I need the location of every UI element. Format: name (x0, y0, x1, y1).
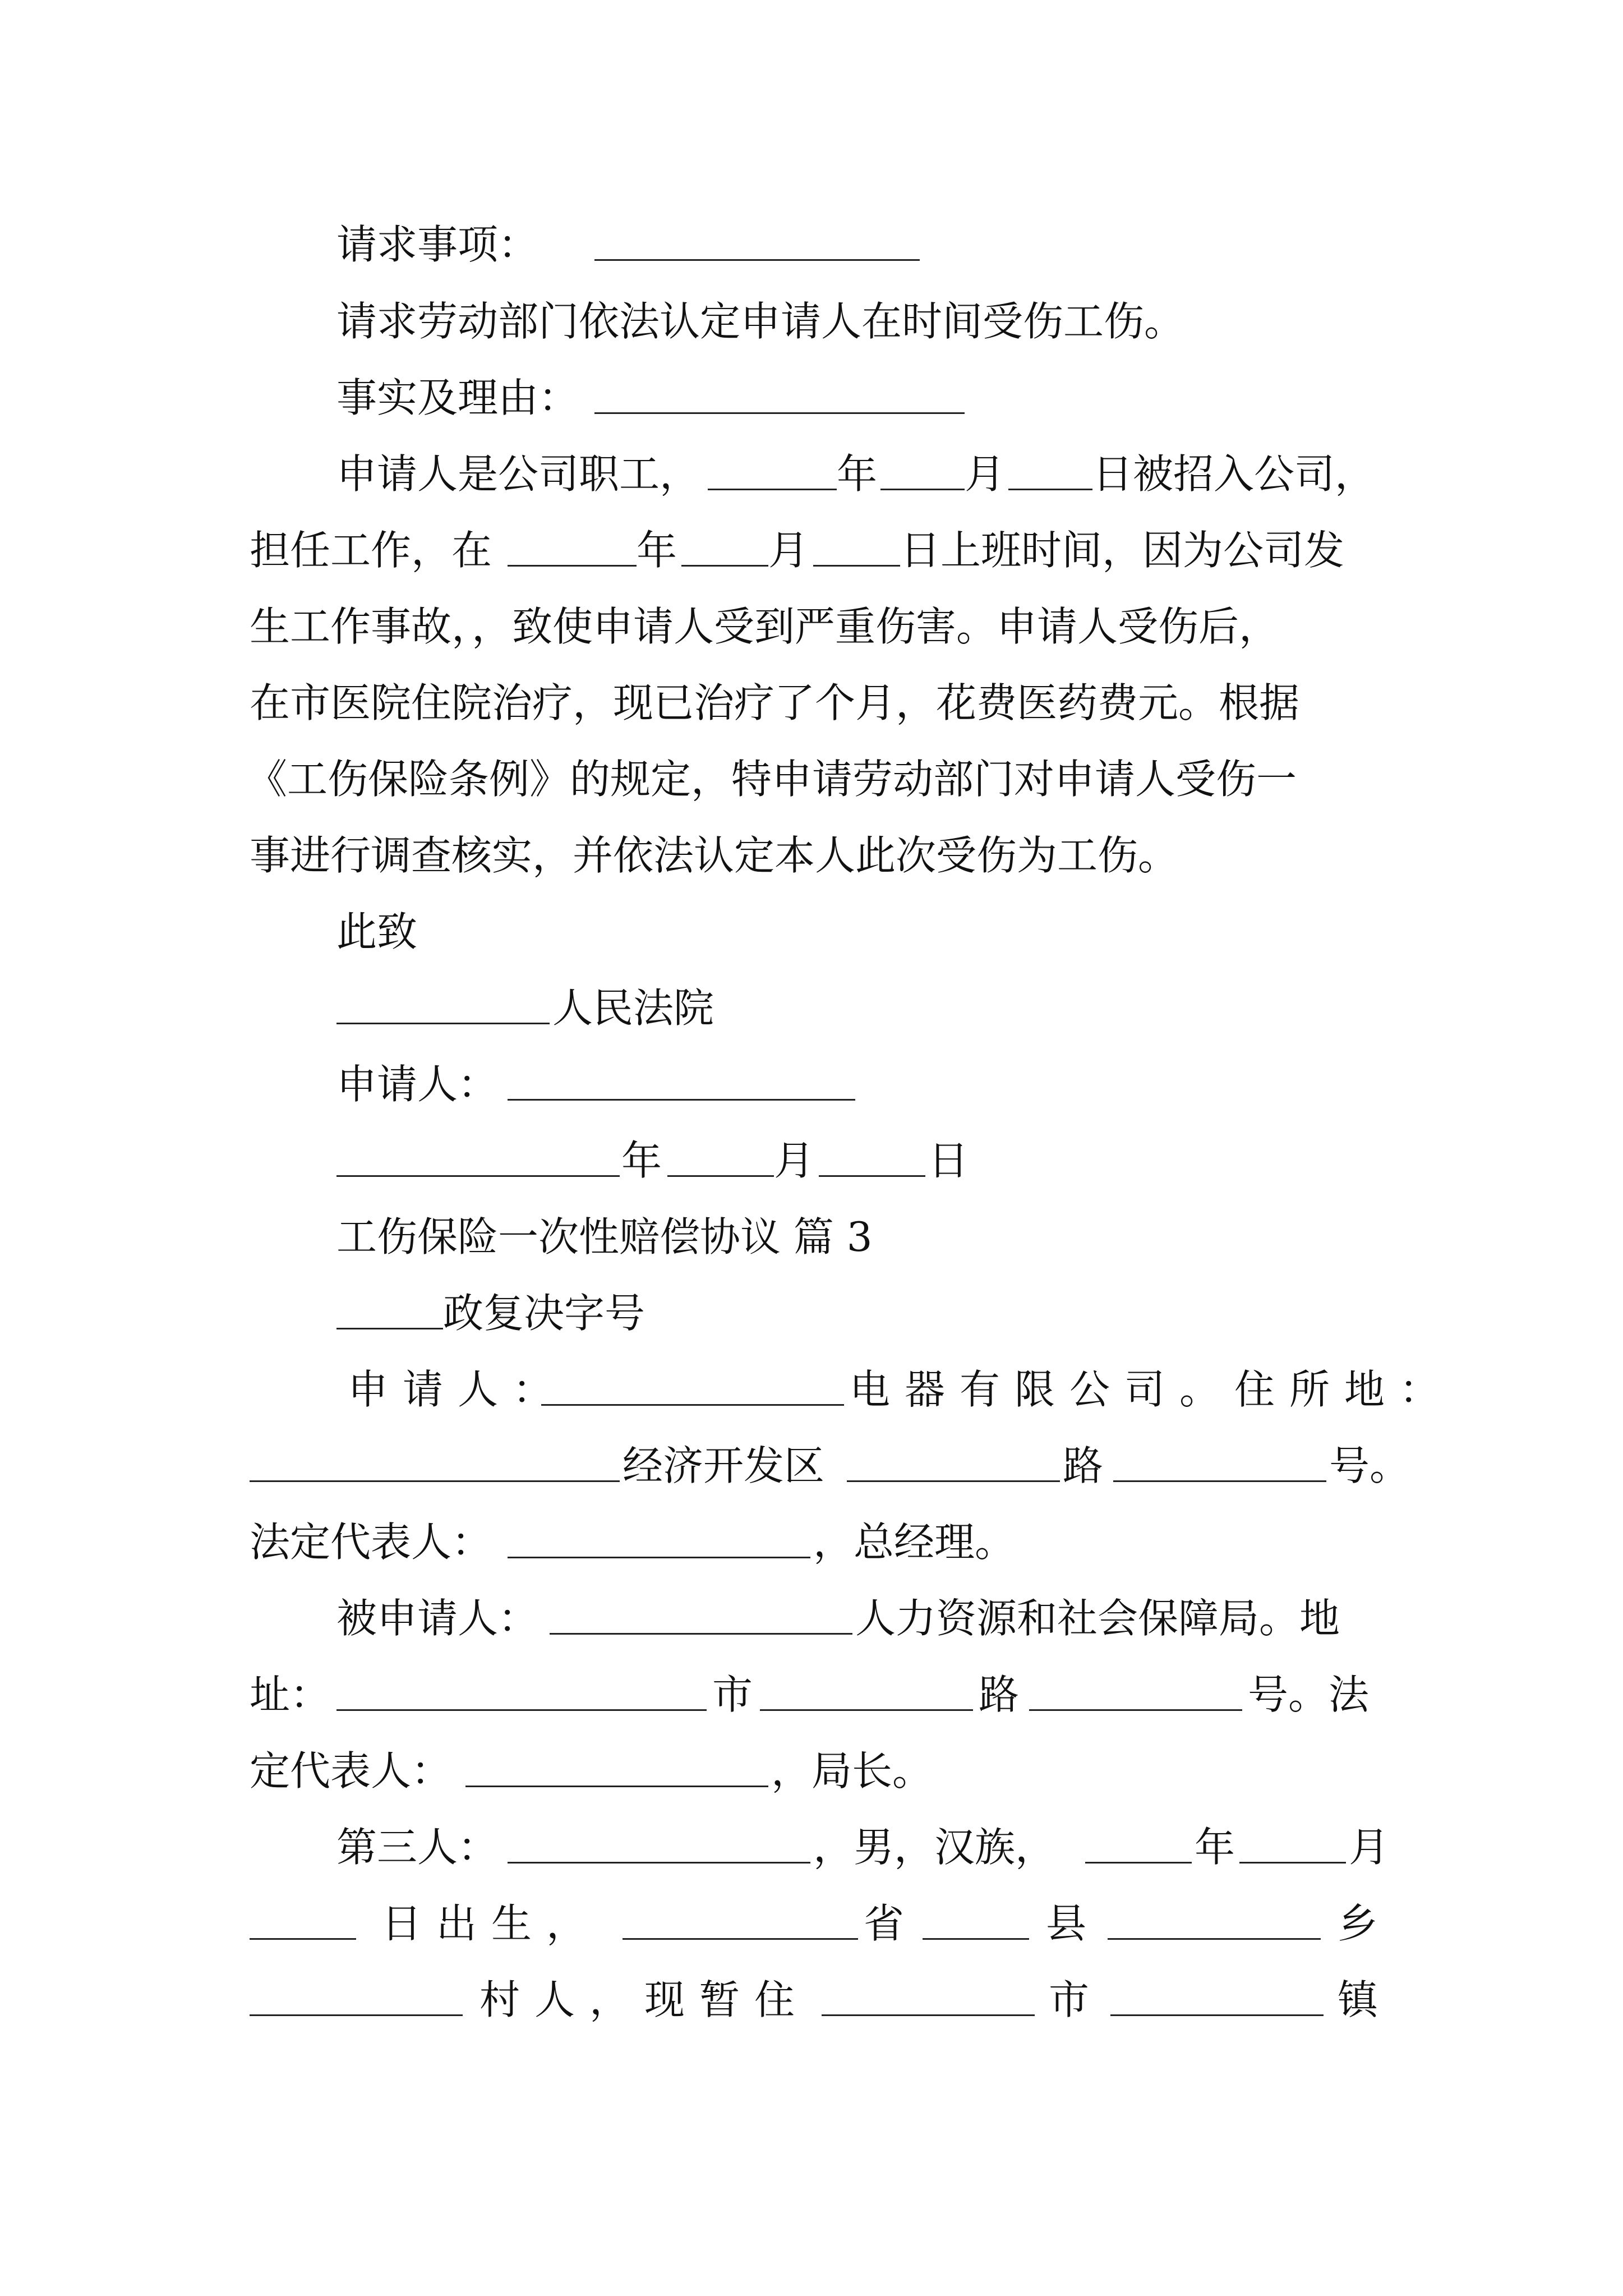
text-segment: 事实及理由： (336, 374, 579, 421)
text-segment: 申请人： (348, 1366, 568, 1413)
text-segment: 生工作事故，，致使申请人受到严重伤害。申请人受伤后， (250, 603, 1280, 650)
fill-in-blank[interactable] (1239, 1816, 1346, 1878)
fill-in-blank[interactable] (250, 1893, 356, 1954)
doc-line (0, 1511, 1623, 1573)
fill-in-blank[interactable] (594, 367, 965, 429)
doc-line-request-items (0, 214, 1623, 275)
fill-in-blank[interactable] (1108, 1893, 1321, 1954)
doc-line-facts-reasons (0, 367, 1623, 429)
fill-in-blank[interactable] (508, 1816, 810, 1878)
text-segment: 被申请人： (336, 1595, 539, 1642)
text-segment: 请求事项： (336, 221, 539, 268)
text-segment: 《工伤保险条例》的规定，特申请劳动部门对申请人受伤一 (247, 756, 1297, 803)
text-segment: 日 (928, 1137, 969, 1184)
text-segment: 此致 (336, 908, 418, 955)
text-segment: 号。 (1329, 1442, 1410, 1489)
fill-in-blank[interactable] (508, 1511, 810, 1573)
text-segment: 乡 (1338, 1900, 1378, 1947)
fill-in-blank[interactable] (594, 214, 920, 275)
fill-in-blank[interactable] (1008, 443, 1092, 505)
fill-in-blank[interactable] (923, 1893, 1029, 1954)
text-segment: 经济开发区 (623, 1442, 825, 1489)
doc-line (0, 1664, 1623, 1726)
text-segment: ，男，汉族， (813, 1824, 1056, 1871)
text-segment: ，总经理。 (813, 1519, 1016, 1566)
text-segment: 人力资源和社会保障局。地 (855, 1595, 1340, 1642)
doc-line (0, 748, 1623, 810)
fill-in-blank[interactable] (508, 1053, 855, 1115)
fill-in-blank[interactable] (623, 1893, 858, 1954)
fill-in-blank[interactable] (336, 1282, 443, 1344)
doc-line (0, 443, 1623, 505)
text-segment: 定代表人： (250, 1747, 452, 1795)
text-segment: 申请人： (336, 1061, 499, 1108)
text-segment: 路 (1063, 1442, 1104, 1489)
doc-line (0, 1740, 1623, 1802)
text-segment: 年 (1195, 1824, 1235, 1871)
text-segment: 月 (1349, 1824, 1390, 1871)
doc-line-applicant-sign (0, 1053, 1623, 1115)
fill-in-blank[interactable] (1029, 1664, 1242, 1726)
fill-in-blank[interactable] (465, 1740, 768, 1802)
fill-in-blank[interactable] (760, 1664, 973, 1726)
fill-in-blank[interactable] (336, 1130, 620, 1191)
text-segment: 年 (621, 1137, 662, 1184)
fill-in-blank[interactable] (681, 519, 768, 581)
text-segment: 县 (1046, 1900, 1087, 1947)
text-segment: 市 (1049, 1976, 1090, 2023)
doc-line-salutation (0, 901, 1623, 963)
fill-in-blank[interactable] (819, 1130, 925, 1191)
text-segment: 址： (250, 1671, 331, 1718)
fill-in-blank[interactable] (880, 443, 965, 505)
text-segment: 镇 (1338, 1976, 1378, 2023)
doc-line-section-heading (0, 1206, 1623, 1268)
text-segment: 年 (837, 450, 878, 498)
text-segment: 号。法 (1248, 1671, 1370, 1718)
fill-in-blank[interactable] (847, 1435, 1060, 1497)
doc-line (0, 291, 1623, 352)
text-segment: 工伤保险一次性赔偿协议 篇 3 (336, 1213, 873, 1260)
doc-line (0, 596, 1623, 657)
doc-line (0, 1359, 1623, 1420)
text-segment: 省 (864, 1900, 905, 1947)
fill-in-blank[interactable] (550, 1588, 852, 1649)
text-segment: 政复决字号 (443, 1290, 645, 1337)
fill-in-blank[interactable] (708, 443, 837, 505)
fill-in-blank[interactable] (250, 1969, 463, 2031)
text-segment: 申请人是公司职工， (336, 450, 700, 498)
fill-in-blank[interactable] (250, 1435, 620, 1497)
text-segment: 月 (768, 527, 809, 574)
fill-in-blank[interactable] (336, 977, 550, 1039)
fill-in-blank[interactable] (1110, 1969, 1324, 2031)
text-segment: 第三人： (336, 1824, 499, 1871)
text-segment: 年 (637, 527, 677, 574)
text-segment: 日被招入公司， (1092, 450, 1376, 498)
doc-line-court (0, 977, 1623, 1039)
doc-line (0, 672, 1623, 734)
text-segment: 月 (774, 1137, 815, 1184)
text-segment: 日出生， (381, 1900, 602, 1947)
doc-line (0, 825, 1623, 886)
text-segment: 村人，现暂住 (479, 1976, 810, 2023)
fill-in-blank[interactable] (822, 1969, 1035, 2031)
text-segment: ，局长。 (771, 1747, 933, 1795)
text-segment: 人民法院 (552, 984, 714, 1032)
text-segment: 请求劳动部门依法认定申请人在时间受伤工伤。 (336, 298, 1185, 345)
doc-line (0, 1435, 1623, 1497)
doc-line-date (0, 1130, 1623, 1191)
fill-in-blank[interactable] (813, 519, 900, 581)
doc-line (0, 1893, 1623, 1954)
text-segment: 市 (712, 1671, 753, 1718)
text-segment: 担任工作，在 (250, 527, 492, 574)
fill-in-blank[interactable] (508, 519, 637, 581)
fill-in-blank[interactable] (541, 1359, 844, 1420)
doc-line (0, 1969, 1623, 2031)
text-segment: 月 (965, 450, 1006, 498)
doc-line-case-number (0, 1282, 1623, 1344)
text-segment: 法定代表人： (250, 1519, 492, 1566)
doc-line (0, 519, 1623, 581)
text-segment: 在市医院住院治疗，现已治疗了个月，花费医药费元。根据 (250, 679, 1300, 726)
doc-line (0, 1816, 1623, 1878)
fill-in-blank[interactable] (667, 1130, 774, 1191)
text-segment: 电器有限公司。住所地： (850, 1366, 1455, 1413)
text-segment: 事进行调查核实，并依法认定本人此次受伤为工伤。 (250, 832, 1179, 879)
text-segment: 日上班时间，因为公司发 (900, 527, 1345, 574)
fill-in-blank[interactable] (1085, 1816, 1192, 1878)
doc-line (0, 1588, 1623, 1649)
fill-in-blank[interactable] (1113, 1435, 1326, 1497)
text-segment: 路 (979, 1671, 1020, 1718)
fill-in-blank[interactable] (336, 1664, 707, 1726)
